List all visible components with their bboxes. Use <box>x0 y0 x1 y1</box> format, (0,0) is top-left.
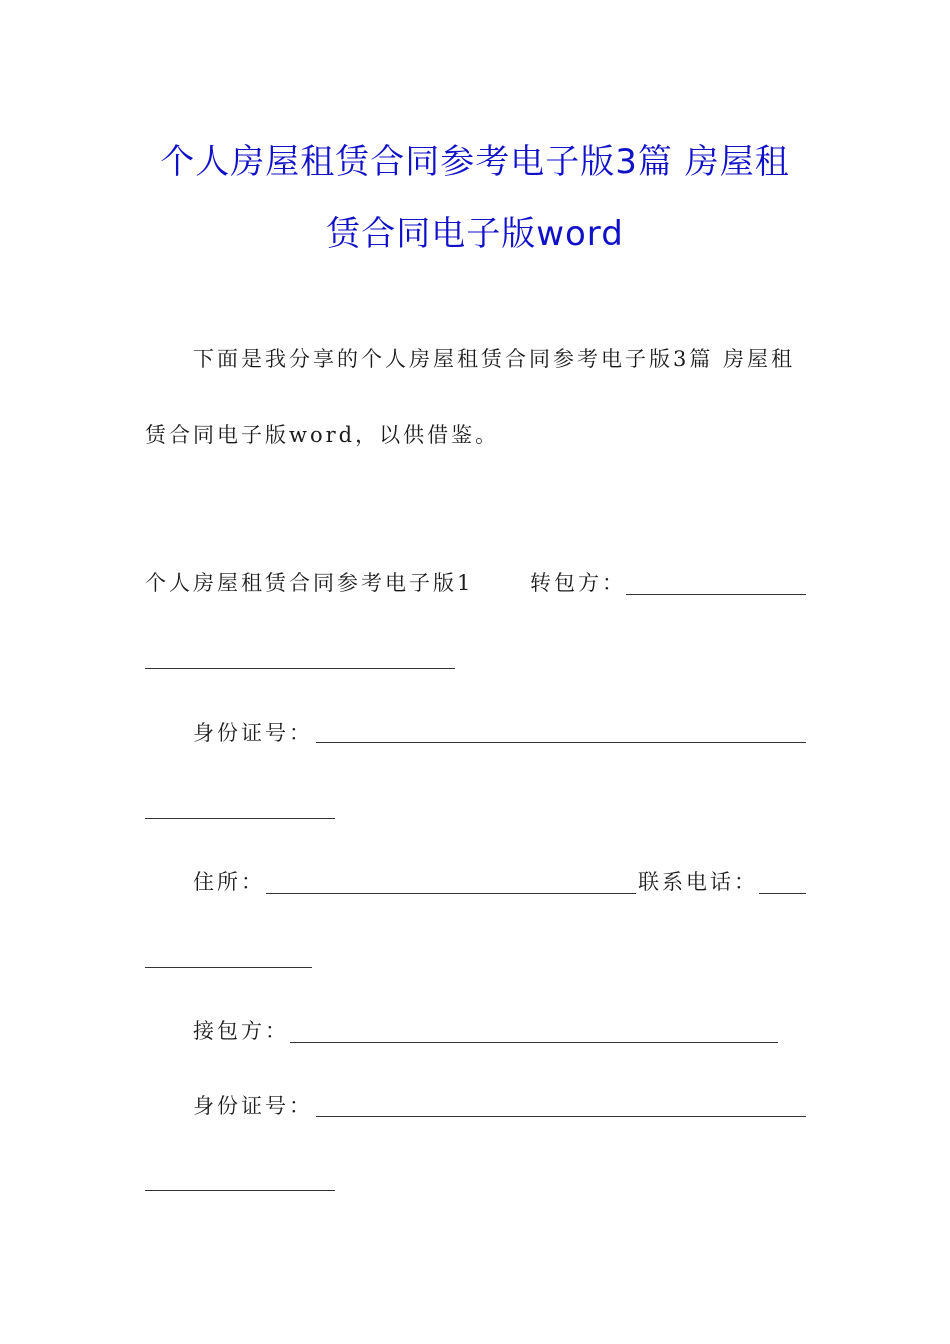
contractor-blank <box>290 1042 778 1043</box>
contractor-label: 接包方： <box>193 1019 289 1043</box>
intro-line-2: 赁合同电子版word，以供借鉴。 <box>145 423 500 447</box>
address-label: 住所： <box>193 870 265 894</box>
id-number-blank-2-continued <box>145 1190 335 1191</box>
intro-line-1: 下面是我分享的个人房屋租赁合同参考电子版3篇 房屋租 <box>193 347 796 371</box>
id-number-blank-1 <box>316 742 806 743</box>
phone-label: 联系电话： <box>638 870 758 894</box>
id-number-label-1: 身份证号： <box>193 721 313 745</box>
address-blank <box>266 893 636 894</box>
id-number-blank-2 <box>316 1116 806 1117</box>
phone-blank-continued <box>145 967 312 968</box>
id-number-label-2: 身份证号： <box>193 1094 313 1118</box>
document-title-line-2: 赁合同电子版word <box>326 214 624 254</box>
transferor-blank <box>626 594 806 595</box>
transferor-blank-continued <box>145 668 455 669</box>
phone-blank <box>759 893 806 894</box>
id-number-blank-1-continued <box>145 818 335 819</box>
section-heading: 个人房屋租赁合同参考电子版1 <box>145 571 474 595</box>
transferor-label: 转包方： <box>530 571 626 595</box>
document-title-line-1: 个人房屋租赁合同参考电子版3篇 房屋租 <box>160 142 790 182</box>
